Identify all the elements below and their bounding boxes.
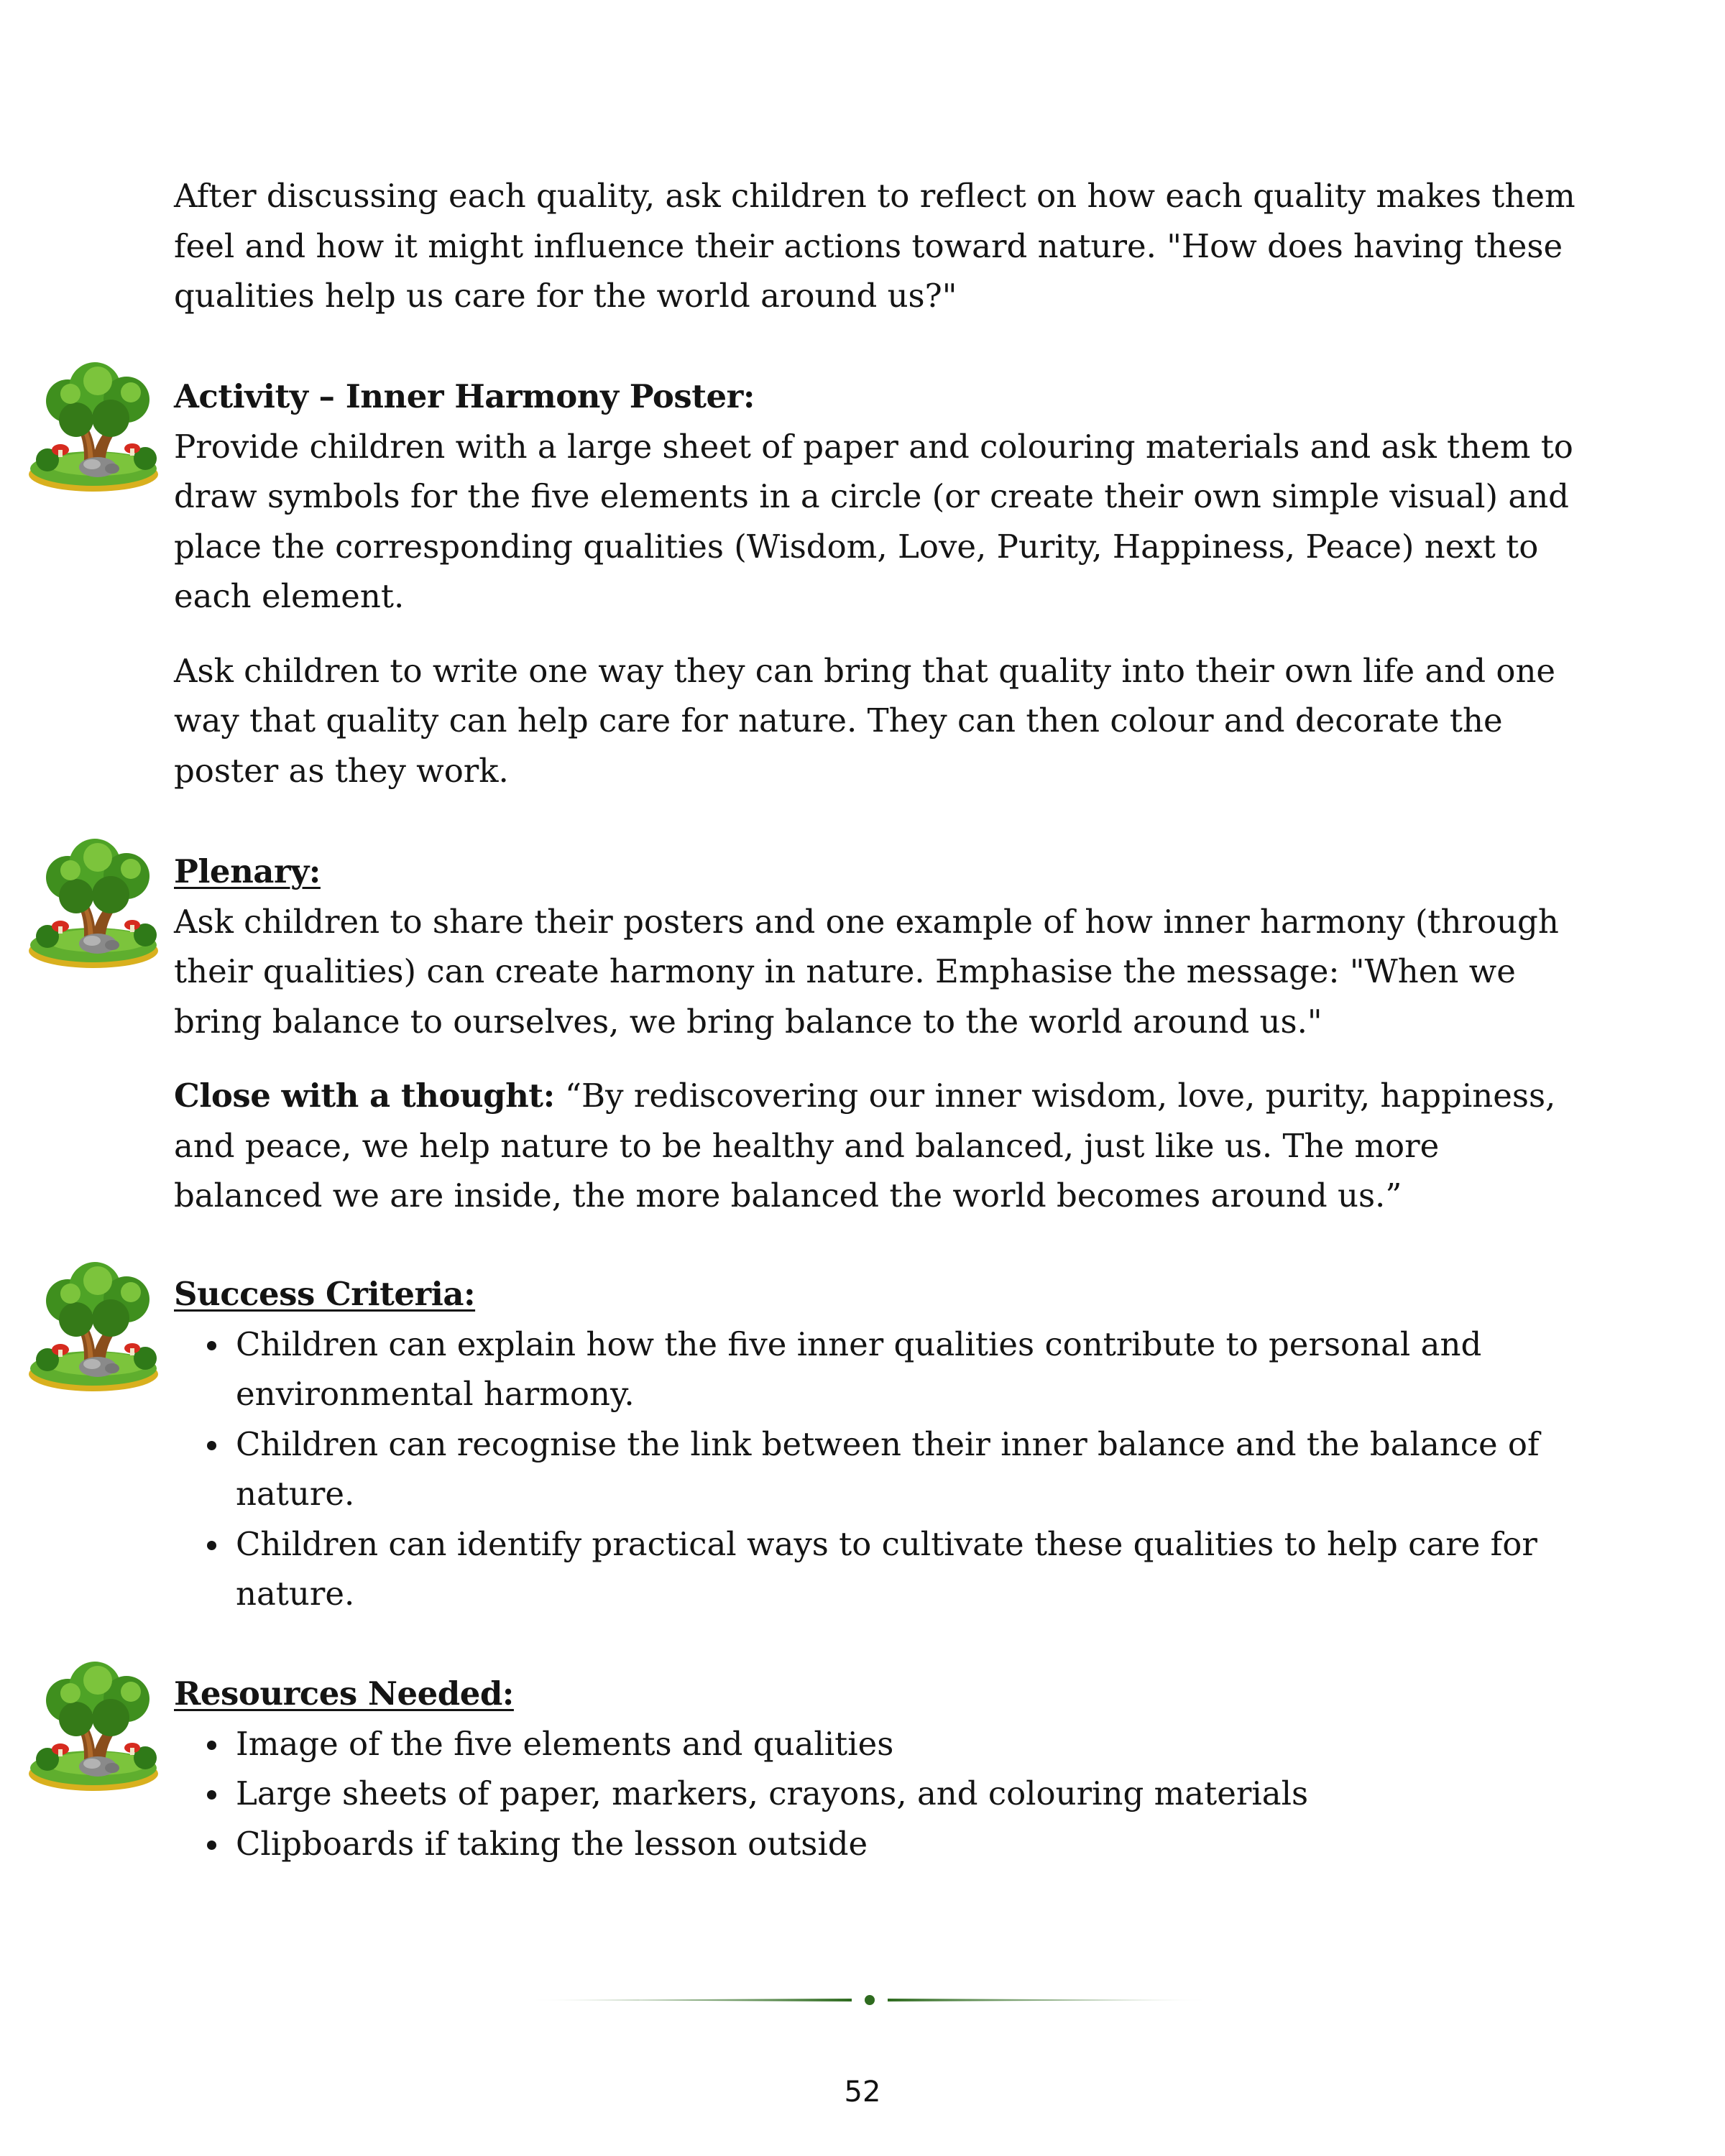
resources-list: [174, 1719, 1576, 1869]
page-number: 52: [844, 2076, 881, 2109]
plenary-section: [174, 847, 1576, 1221]
close-thought-paragraph: [174, 1071, 1576, 1221]
plenary-paragraph: Ask children to share their posters and one example of how inner harmony (through their qualities) can create harmony in nature. Emphasise the message: "When we bring balance to ourselves, we bring balance to the world around us.": [174, 902, 1559, 1041]
tree-island-icon: [26, 1659, 167, 1795]
list-item: Large sheets of paper, markers, crayons, and colouring materials: [236, 1769, 1576, 1819]
list-item: Clipboards if taking the lesson outside: [236, 1819, 1576, 1869]
tree-island-icon: [26, 1259, 167, 1396]
list-item: Children can explain how the five inner qualities contribute to personal and environmental harmony.: [236, 1319, 1576, 1419]
activity-paragraph-1: Provide children with a large sheet of paper and colouring materials and ask them to draw symbols for the five elements in a circle (or create their own simple visual) and place the corresponding qualities (Wisdom, Love, Purity, Happiness, Peace) next to each element.: [174, 427, 1573, 615]
tree-island-icon: [26, 359, 167, 496]
resources-section: [174, 1669, 1576, 1869]
tree-island-icon: [26, 836, 167, 972]
list-item: Children can identify practical ways to cultivate these qualities to help care for nature.: [236, 1519, 1576, 1619]
close-thought-label: Close with a thought:: [174, 1077, 555, 1115]
activity-section: [174, 372, 1576, 796]
plenary-heading: Plenary:: [174, 852, 321, 890]
success-criteria-section: [174, 1269, 1576, 1619]
footer-divider: [528, 1989, 1211, 2011]
list-item: Image of the five elements and qualities: [236, 1719, 1576, 1769]
list-item: Children can recognise the link between their inner balance and the balance of nature.: [236, 1419, 1576, 1519]
intro-section: [174, 171, 1576, 321]
intro-paragraph: After discussing each quality, ask children to reflect on how each quality makes them feel and how it might influence their actions toward nature. "How does having these qualities help us care for the world around us?": [174, 177, 1576, 315]
close-thought-text: “By rediscovering our inner wisdom, love, purity, happiness, and peace, we help nature to be healthy and balanced, just like us. The more balanced we are inside, the more balanced the world becomes around us.”: [174, 1077, 1556, 1215]
success-criteria-heading: Success Criteria:: [174, 1275, 476, 1313]
activity-paragraph-2: Ask children to write one way they can bring that quality into their own life and one way that quality can help care for nature. They can then colour and decorate the poster as they work.: [174, 651, 1556, 790]
resources-heading: Resources Needed:: [174, 1674, 514, 1713]
activity-heading: Activity – Inner Harmony Poster:: [174, 377, 755, 415]
success-criteria-list: [174, 1319, 1576, 1619]
